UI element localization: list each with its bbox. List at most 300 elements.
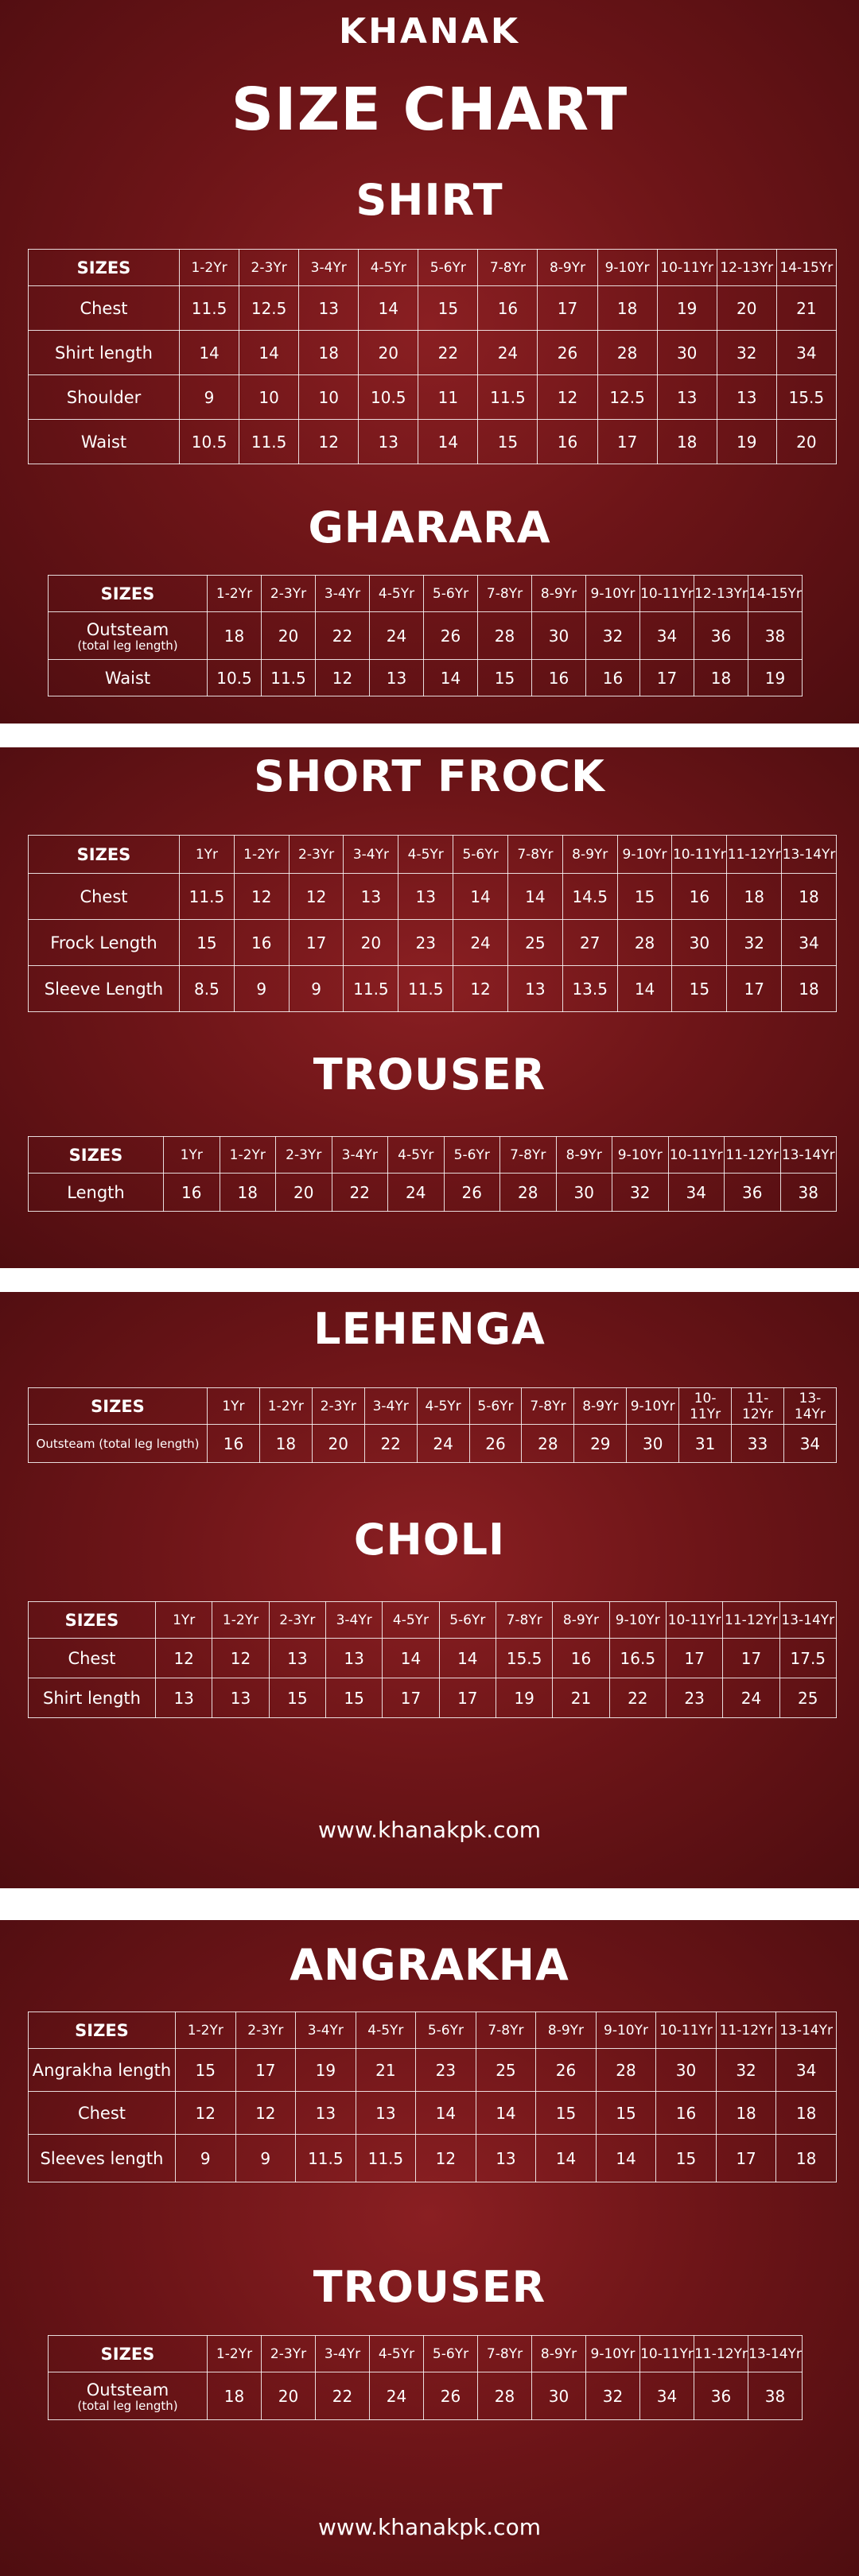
row-label [29,2135,176,2182]
value-cell: 15 [617,874,672,920]
value-cell: 16 [586,660,640,696]
size-header-cell: 10-11Yr [656,2012,717,2049]
value-cell: 16 [164,1174,220,1212]
brand-logo: KHANAK [339,11,520,52]
value-cell: 18 [782,966,837,1012]
size-header-cell: 4-5Yr [417,1388,469,1425]
table-row [29,874,837,920]
value-cell: 25 [507,920,562,966]
size-header-cell: 10-11Yr [666,1602,722,1639]
size-header-cell: 11-12Yr [694,2336,748,2372]
value-cell: 11.5 [180,286,239,331]
sizes-header: SIZES [29,1388,208,1425]
value-cell: 17 [439,1678,496,1718]
size-header-cell: 8-9Yr [553,1602,609,1639]
table-row [29,331,837,375]
size-header-cell: 7-8Yr [478,250,538,286]
panel-lehenga-choli [0,1292,859,1888]
table-row [29,375,837,420]
size-header-cell: 8-9Yr [538,250,597,286]
value-cell: 30 [672,920,727,966]
value-cell: 22 [418,331,478,375]
size-header-cell: 3-4Yr [316,2336,370,2372]
value-cell: 17 [597,420,657,464]
value-cell: 9 [235,2135,296,2182]
size-header-cell: 3-4Yr [332,1137,388,1174]
row-label-subtext: (total leg length) [77,2398,178,2413]
size-header-cell: 11-12Yr [725,1137,781,1174]
sizes-header: SIZES [29,2012,176,2049]
size-table-angrakha [28,2012,837,2182]
value-cell: 24 [370,2372,424,2420]
size-header-cell: 1Yr [208,1388,260,1425]
value-cell: 26 [444,1174,500,1212]
size-header-cell: 3-4Yr [316,576,370,612]
value-cell: 24 [370,612,424,660]
value-cell: 11.5 [478,375,538,420]
size-header-cell: 9-10Yr [609,1602,666,1639]
size-header-cell: 1Yr [180,836,235,874]
value-cell: 20 [262,612,316,660]
value-cell: 28 [478,612,532,660]
value-cell: 30 [532,612,586,660]
value-cell: 30 [556,1174,612,1212]
value-cell: 10.5 [359,375,418,420]
size-header-cell: 9-10Yr [586,2336,640,2372]
row-label-text: Chest [80,886,128,906]
value-cell: 8.5 [180,966,235,1012]
value-cell: 12 [234,874,289,920]
row-label [29,375,180,420]
table-header-row [29,1602,837,1639]
row-label-text: Outsteam (total leg length) [36,1436,200,1451]
value-cell: 29 [574,1425,627,1463]
row-label-text: Outsteam [86,2380,169,2399]
size-table-trouser-2 [48,2335,803,2420]
value-cell: 32 [586,612,640,660]
value-cell: 19 [657,286,717,331]
section-title-lehenga: LEHENGA [313,1304,546,1354]
value-cell: 27 [562,920,617,966]
value-cell: 19 [496,1678,552,1718]
value-cell: 14 [617,966,672,1012]
row-label [29,2092,176,2135]
value-cell: 34 [783,1425,836,1463]
size-header-cell: 10-11Yr [640,576,694,612]
value-cell: 13 [296,2092,356,2135]
value-cell: 18 [782,874,837,920]
value-cell: 38 [748,2372,803,2420]
size-header-cell: 2-3Yr [235,2012,296,2049]
value-cell: 16 [538,420,597,464]
size-table-shirt [28,249,837,464]
value-cell: 32 [717,331,776,375]
value-cell: 32 [727,920,782,966]
value-cell: 20 [776,420,836,464]
value-cell: 12 [212,1639,269,1678]
value-cell: 36 [694,2372,748,2420]
value-cell: 9 [289,966,344,1012]
size-header-cell: 3-4Yr [299,250,359,286]
value-cell: 18 [776,2092,837,2135]
size-header-cell: 8-9Yr [532,576,586,612]
size-header-cell: 5-6Yr [469,1388,522,1425]
value-cell: 16 [208,1425,260,1463]
size-header-cell: 10-11Yr [640,2336,694,2372]
row-label-text: Shirt length [55,343,153,363]
value-cell: 14 [383,1639,439,1678]
value-cell: 36 [694,612,748,660]
website-url: www.khanakpk.com [318,1817,541,1843]
value-cell: 22 [609,1678,666,1718]
row-label [29,1639,156,1678]
value-cell: 11 [418,375,478,420]
value-cell: 18 [776,2135,837,2182]
size-table-choli [28,1601,837,1718]
value-cell: 13 [359,420,418,464]
row-label [29,1678,156,1718]
value-cell: 9 [176,2135,236,2182]
value-cell: 13 [269,1639,325,1678]
size-header-cell: 1-2Yr [220,1137,276,1174]
section-title-short-frock: SHORT FROCK [254,751,605,801]
value-cell: 16 [532,660,586,696]
value-cell: 26 [424,2372,478,2420]
row-label [49,660,208,696]
size-header-cell: 2-3Yr [262,576,316,612]
value-cell: 23 [416,2049,476,2092]
size-header-cell: 11-12Yr [732,1388,784,1425]
value-cell: 11.5 [296,2135,356,2182]
size-header-cell: 1-2Yr [176,2012,236,2049]
value-cell: 14 [439,1639,496,1678]
value-cell: 24 [478,331,538,375]
value-cell: 20 [359,331,418,375]
value-cell: 13 [717,375,776,420]
size-header-cell: 8-9Yr [532,2336,586,2372]
row-label [29,874,180,920]
size-header-cell: 9-10Yr [586,576,640,612]
value-cell: 18 [727,874,782,920]
size-header-cell: 14-15Yr [748,576,803,612]
value-cell: 14 [476,2092,536,2135]
size-table-gharara [48,575,803,696]
value-cell: 16.5 [609,1639,666,1678]
size-header-cell: 9-10Yr [612,1137,669,1174]
value-cell: 11.5 [180,874,235,920]
value-cell: 18 [259,1425,312,1463]
size-header-cell: 7-8Yr [478,576,532,612]
value-cell: 26 [536,2049,597,2092]
row-label [29,2049,176,2092]
size-header-cell: 14-15Yr [776,250,836,286]
value-cell: 32 [586,2372,640,2420]
row-label [49,2372,208,2420]
value-cell: 18 [299,331,359,375]
size-header-cell: 1-2Yr [180,250,239,286]
table-row [29,920,837,966]
row-label-text: Chest [68,1648,116,1668]
value-cell: 15 [656,2135,717,2182]
size-header-cell: 12-13Yr [694,576,748,612]
value-cell: 9 [180,375,239,420]
size-table-trouser [28,1136,837,1212]
table-row [29,286,837,331]
value-cell: 13 [344,874,398,920]
value-cell: 10 [299,375,359,420]
value-cell: 30 [532,2372,586,2420]
value-cell: 9 [234,966,289,1012]
value-cell: 31 [679,1425,732,1463]
page-title: SIZE CHART [231,76,628,144]
value-cell: 26 [469,1425,522,1463]
table-row [49,2372,803,2420]
size-header-cell: 4-5Yr [398,836,453,874]
row-label-text: Chest [77,2103,126,2123]
section-title-choli: CHOLI [353,1515,506,1565]
value-cell: 38 [748,612,803,660]
size-header-cell: 9-10Yr [596,2012,656,2049]
value-cell: 20 [312,1425,364,1463]
size-header-cell: 12-13Yr [717,250,776,286]
value-cell: 17 [235,2049,296,2092]
value-cell: 30 [627,1425,679,1463]
value-cell: 38 [780,1174,837,1212]
value-cell: 22 [316,2372,370,2420]
size-header-cell: 5-6Yr [424,2336,478,2372]
value-cell: 12 [453,966,508,1012]
value-cell: 19 [748,660,803,696]
size-header-cell: 13-14Yr [782,836,837,874]
value-cell: 24 [417,1425,469,1463]
size-header-cell: 8-9Yr [556,1137,612,1174]
table-header-row [29,250,837,286]
table-row [29,2092,837,2135]
value-cell: 13 [212,1678,269,1718]
value-cell: 28 [596,2049,656,2092]
size-header-cell: 11-12Yr [727,836,782,874]
value-cell: 15 [478,420,538,464]
row-label-text: Length [67,1182,125,1202]
row-label [29,920,180,966]
size-header-cell: 9-10Yr [627,1388,679,1425]
value-cell: 13 [325,1639,382,1678]
value-cell: 17.5 [779,1639,836,1678]
size-header-cell: 3-4Yr [296,2012,356,2049]
value-cell: 12 [299,420,359,464]
size-header-cell: 1-2Yr [208,2336,262,2372]
size-header-cell: 7-8Yr [507,836,562,874]
value-cell: 10.5 [180,420,239,464]
value-cell: 11.5 [239,420,299,464]
value-cell: 14 [424,660,478,696]
value-cell: 17 [640,660,694,696]
value-cell: 14 [359,286,418,331]
value-cell: 11.5 [344,966,398,1012]
sizes-header: SIZES [29,1602,156,1639]
panel-shirt-gharara [0,0,859,724]
value-cell: 12 [289,874,344,920]
size-header-cell: 8-9Yr [574,1388,627,1425]
size-header-cell: 8-9Yr [562,836,617,874]
value-cell: 13.5 [562,966,617,1012]
table-row [29,1678,837,1718]
value-cell: 13 [507,966,562,1012]
table-header-row [29,836,837,874]
value-cell: 12 [235,2092,296,2135]
sizes-header: SIZES [49,576,208,612]
section-title-shirt: SHIRT [356,175,503,225]
table-row [29,1639,837,1678]
value-cell: 15.5 [776,375,836,420]
value-cell: 14 [507,874,562,920]
value-cell: 18 [220,1174,276,1212]
row-label-text: Sleeve Length [44,979,164,999]
value-cell: 16 [478,286,538,331]
value-cell: 13 [156,1678,212,1718]
size-header-cell: 5-6Yr [418,250,478,286]
value-cell: 34 [640,612,694,660]
value-cell: 18 [657,420,717,464]
website-url-2: www.khanakpk.com [318,2514,541,2540]
value-cell: 17 [666,1639,722,1678]
value-cell: 17 [727,966,782,1012]
size-header-cell: 10-11Yr [668,1137,725,1174]
size-header-cell: 5-6Yr [444,1137,500,1174]
size-header-cell: 5-6Yr [439,1602,496,1639]
size-table-short-frock [28,835,837,1012]
size-header-cell: 2-3Yr [239,250,299,286]
size-header-cell: 4-5Yr [370,576,424,612]
value-cell: 28 [478,2372,532,2420]
size-header-cell: 4-5Yr [370,2336,424,2372]
value-cell: 20 [262,2372,316,2420]
size-header-cell: 13-14Yr [748,2336,803,2372]
value-cell: 33 [732,1425,784,1463]
value-cell: 36 [725,1174,781,1212]
section-title-angrakha: ANGRAKHA [290,1940,569,1990]
value-cell: 15 [478,660,532,696]
size-header-cell: 1Yr [164,1137,220,1174]
value-cell: 19 [296,2049,356,2092]
value-cell: 20 [717,286,776,331]
value-cell: 15 [596,2092,656,2135]
value-cell: 12 [156,1639,212,1678]
value-cell: 10.5 [208,660,262,696]
value-cell: 28 [597,331,657,375]
sizes-header: SIZES [49,2336,208,2372]
size-header-cell: 13-14Yr [776,2012,837,2049]
value-cell: 14 [536,2135,597,2182]
value-cell: 15 [269,1678,325,1718]
size-header-cell: 3-4Yr [364,1388,417,1425]
size-header-cell: 1-2Yr [212,1602,269,1639]
table-row [29,420,837,464]
size-header-cell: 1Yr [156,1602,212,1639]
value-cell: 18 [694,660,748,696]
size-header-cell: 7-8Yr [496,1602,552,1639]
value-cell: 22 [364,1425,417,1463]
value-cell: 34 [776,331,836,375]
row-label-text: Sleeves length [40,2148,164,2168]
row-label [29,966,180,1012]
value-cell: 15.5 [496,1639,552,1678]
value-cell: 15 [536,2092,597,2135]
value-cell: 11.5 [356,2135,416,2182]
value-cell: 16 [672,874,727,920]
size-header-cell: 9-10Yr [597,250,657,286]
size-header-cell: 4-5Yr [359,250,418,286]
size-header-cell: 5-6Yr [424,576,478,612]
value-cell: 28 [500,1174,557,1212]
row-label [29,331,180,375]
size-header-cell: 5-6Yr [416,2012,476,2049]
size-header-cell: 4-5Yr [383,1602,439,1639]
row-label-text: Waist [104,668,151,688]
size-header-cell: 5-6Yr [453,836,508,874]
value-cell: 24 [388,1174,445,1212]
row-label-text: Chest [80,298,128,318]
value-cell: 15 [180,920,235,966]
value-cell: 15 [325,1678,382,1718]
value-cell: 20 [344,920,398,966]
value-cell: 14 [416,2092,476,2135]
value-cell: 17 [383,1678,439,1718]
size-header-cell: 1-2Yr [234,836,289,874]
size-header-cell: 11-12Yr [716,2012,776,2049]
value-cell: 12.5 [239,286,299,331]
value-cell: 22 [332,1174,388,1212]
value-cell: 28 [522,1425,574,1463]
row-label [29,1425,208,1463]
size-header-cell: 2-3Yr [289,836,344,874]
size-header-cell: 10-11Yr [679,1388,732,1425]
section-title-trouser: TROUSER [313,1049,546,1100]
value-cell: 11.5 [398,966,453,1012]
size-header-cell: 13-14Yr [780,1137,837,1174]
value-cell: 14 [453,874,508,920]
value-cell: 15 [176,2049,236,2092]
size-header-cell: 9-10Yr [617,836,672,874]
row-label-subtext: (total leg length) [77,638,178,653]
row-label-text: Shirt length [43,1688,141,1708]
value-cell: 25 [779,1678,836,1718]
value-cell: 12.5 [597,375,657,420]
size-header-cell: 7-8Yr [522,1388,574,1425]
size-header-cell: 7-8Yr [478,2336,532,2372]
value-cell: 13 [370,660,424,696]
value-cell: 18 [208,2372,262,2420]
value-cell: 34 [776,2049,837,2092]
value-cell: 23 [666,1678,722,1718]
table-header-row [29,2012,837,2049]
value-cell: 19 [717,420,776,464]
table-row [49,660,803,696]
value-cell: 18 [208,612,262,660]
size-header-cell: 2-3Yr [269,1602,325,1639]
size-header-cell: 10-11Yr [657,250,717,286]
table-header-row [29,1388,837,1425]
row-label-text: Shoulder [66,387,142,407]
value-cell: 26 [424,612,478,660]
size-header-cell: 13-14Yr [779,1602,836,1639]
section-title-trouser-2: TROUSER [313,2262,546,2312]
value-cell: 30 [656,2049,717,2092]
value-cell: 32 [716,2049,776,2092]
value-cell: 23 [398,920,453,966]
value-cell: 10 [239,375,299,420]
size-table-lehenga [28,1387,837,1463]
